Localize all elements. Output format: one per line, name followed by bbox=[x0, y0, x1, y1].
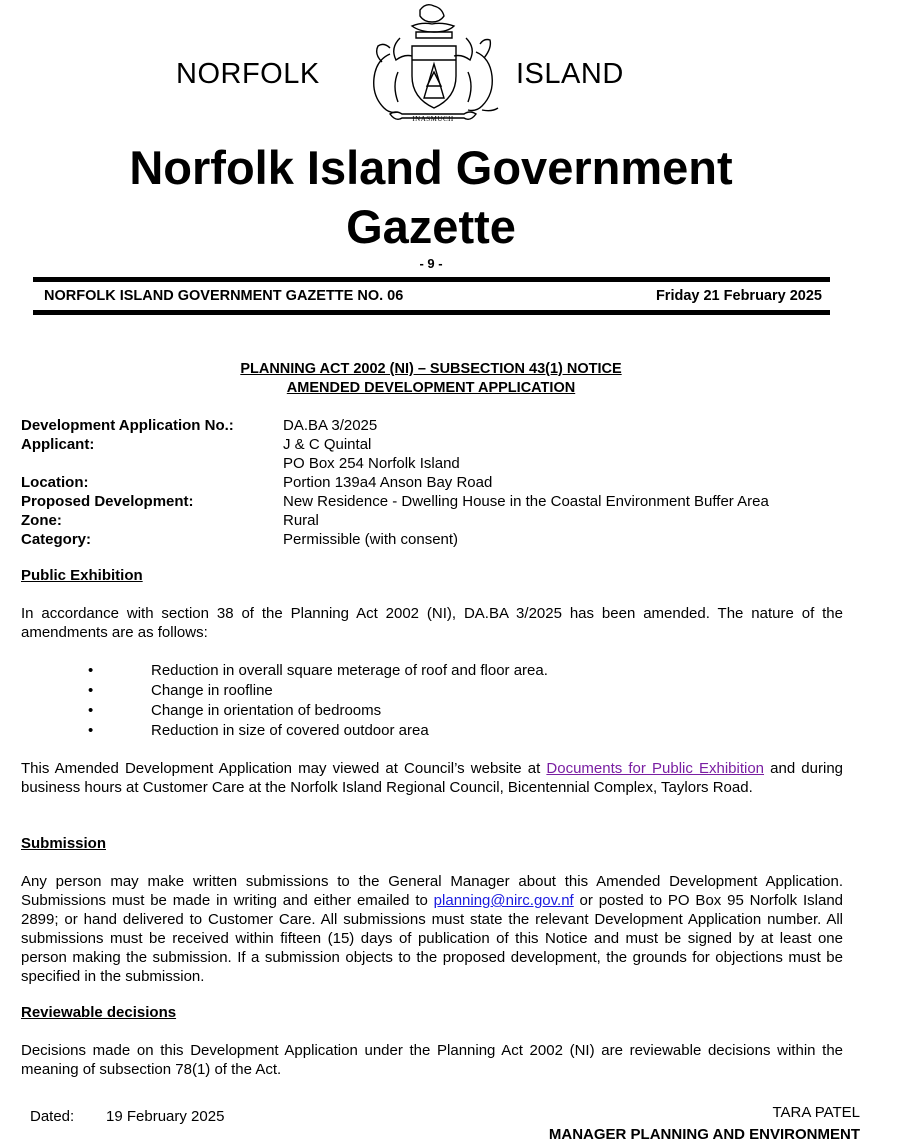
submission-text-before: Any person may make written submissions to the General Manager about this Amended Development Application. Submissions must be made in writing and either emailed to bbox=[21, 873, 843, 909]
amendment-text: Change in orientation of bedrooms bbox=[151, 702, 382, 719]
submission-heading: Submission bbox=[21, 835, 107, 852]
view-text-after: and during business hours at Customer Care at the Norfolk Island Regional Council, Bicentennial Complex, Taylors Road. bbox=[21, 760, 844, 796]
bullet: • bbox=[88, 702, 94, 719]
detail-value: Permissible (with consent) bbox=[283, 531, 459, 548]
detail-row bbox=[21, 511, 851, 530]
submission-paragraph bbox=[21, 872, 843, 986]
public-exhibition-link[interactable]: Documents for Public Exhibition bbox=[546, 760, 765, 777]
detail-value: PO Box 254 Norfolk Island bbox=[283, 455, 460, 472]
detail-value: New Residence - Dwelling House in the Coastal Environment Buffer Area bbox=[283, 493, 769, 510]
detail-label: Zone: bbox=[21, 512, 62, 529]
masthead-right-word: ISLAND bbox=[516, 58, 624, 90]
view-application-paragraph bbox=[21, 759, 843, 797]
reviewable-paragraph: Decisions made on this Development Application under the Planning Act 2002 (NI) are reviewable decisions within the meaning of subsection 78(1) of the Act. bbox=[21, 1042, 843, 1078]
crest-motto: INASMUCH bbox=[412, 115, 454, 123]
list-item bbox=[88, 701, 548, 721]
detail-label: Proposed Development: bbox=[21, 493, 194, 510]
notice-heading-1: PLANNING ACT 2002 (NI) – SUBSECTION 43(1) NOTICE bbox=[240, 361, 622, 377]
gazette-issue: NORFOLK ISLAND GOVERNMENT GAZETTE NO. 06 bbox=[44, 288, 404, 304]
bullet: • bbox=[88, 662, 94, 679]
detail-value: J & C Quintal bbox=[283, 436, 372, 453]
gazette-issue-bar bbox=[44, 288, 822, 304]
detail-value: Rural bbox=[283, 512, 319, 529]
amendment-text: Reduction in size of covered outdoor area bbox=[151, 722, 429, 739]
dated-label: Dated: bbox=[30, 1108, 75, 1125]
detail-row bbox=[21, 530, 851, 549]
gazette-title-line1: Norfolk Island Government bbox=[129, 141, 733, 194]
detail-label: Location: bbox=[21, 474, 89, 491]
detail-row bbox=[21, 435, 851, 454]
page-number: - 9 - bbox=[419, 256, 443, 271]
application-details bbox=[21, 416, 851, 549]
gazette-title-line2: Gazette bbox=[346, 200, 516, 253]
list-item bbox=[88, 721, 548, 741]
detail-value: DA.BA 3/2025 bbox=[283, 417, 378, 434]
coat-of-arms-icon bbox=[360, 2, 506, 130]
signatory-title: MANAGER PLANNING AND ENVIRONMENT bbox=[548, 1126, 860, 1143]
list-item bbox=[88, 661, 548, 681]
top-rule bbox=[33, 277, 830, 282]
detail-row bbox=[21, 454, 851, 473]
masthead-left-word: NORFOLK bbox=[176, 58, 320, 90]
signatory-name: TARA PATEL bbox=[772, 1104, 860, 1121]
reviewable-heading: Reviewable decisions bbox=[21, 1004, 177, 1021]
amendment-text: Reduction in overall square meterage of roof and floor area. bbox=[151, 662, 548, 679]
detail-label: Applicant: bbox=[21, 436, 95, 453]
detail-label: Category: bbox=[21, 531, 92, 548]
dated-line bbox=[30, 1108, 224, 1125]
submission-text-after: or posted to PO Box 95 Norfolk Island 2899; or hand delivered to Customer Care. All submissions must state the relevant Development Application number. All submissions must be received within fifteen (15) days of publication of this Notice and must be signed by at least one person making the submission. If a submission objects to the proposed development, the grounds for objections must be specified in the submission. bbox=[21, 892, 843, 985]
detail-row bbox=[21, 492, 851, 511]
detail-label: Development Application No.: bbox=[21, 417, 234, 434]
notice-heading-2: AMENDED DEVELOPMENT APPLICATION bbox=[286, 380, 576, 396]
planning-email-link[interactable]: planning@nirc.gov.nf bbox=[433, 892, 574, 909]
public-exhibition-heading: Public Exhibition bbox=[21, 567, 143, 584]
gazette-date: Friday 21 February 2025 bbox=[655, 288, 822, 304]
dated-value: 19 February 2025 bbox=[106, 1108, 225, 1125]
detail-value: Portion 139a4 Anson Bay Road bbox=[283, 474, 493, 491]
amendment-text: Change in roofline bbox=[151, 682, 273, 699]
signature-block bbox=[549, 1102, 860, 1146]
amendments-list bbox=[88, 661, 548, 741]
public-exhibition-intro: In accordance with section 38 of the Planning Act 2002 (NI), DA.BA 3/2025 has been amended. The nature of the amendments are as follows: bbox=[21, 605, 843, 641]
bottom-rule bbox=[33, 310, 830, 315]
bullet: • bbox=[88, 722, 94, 739]
detail-row bbox=[21, 473, 851, 492]
bullet: • bbox=[88, 682, 94, 699]
detail-label bbox=[21, 454, 283, 473]
view-text-before: This Amended Development Application may viewed at Council’s website at bbox=[21, 760, 547, 777]
detail-row bbox=[21, 416, 851, 435]
list-item bbox=[88, 681, 548, 701]
